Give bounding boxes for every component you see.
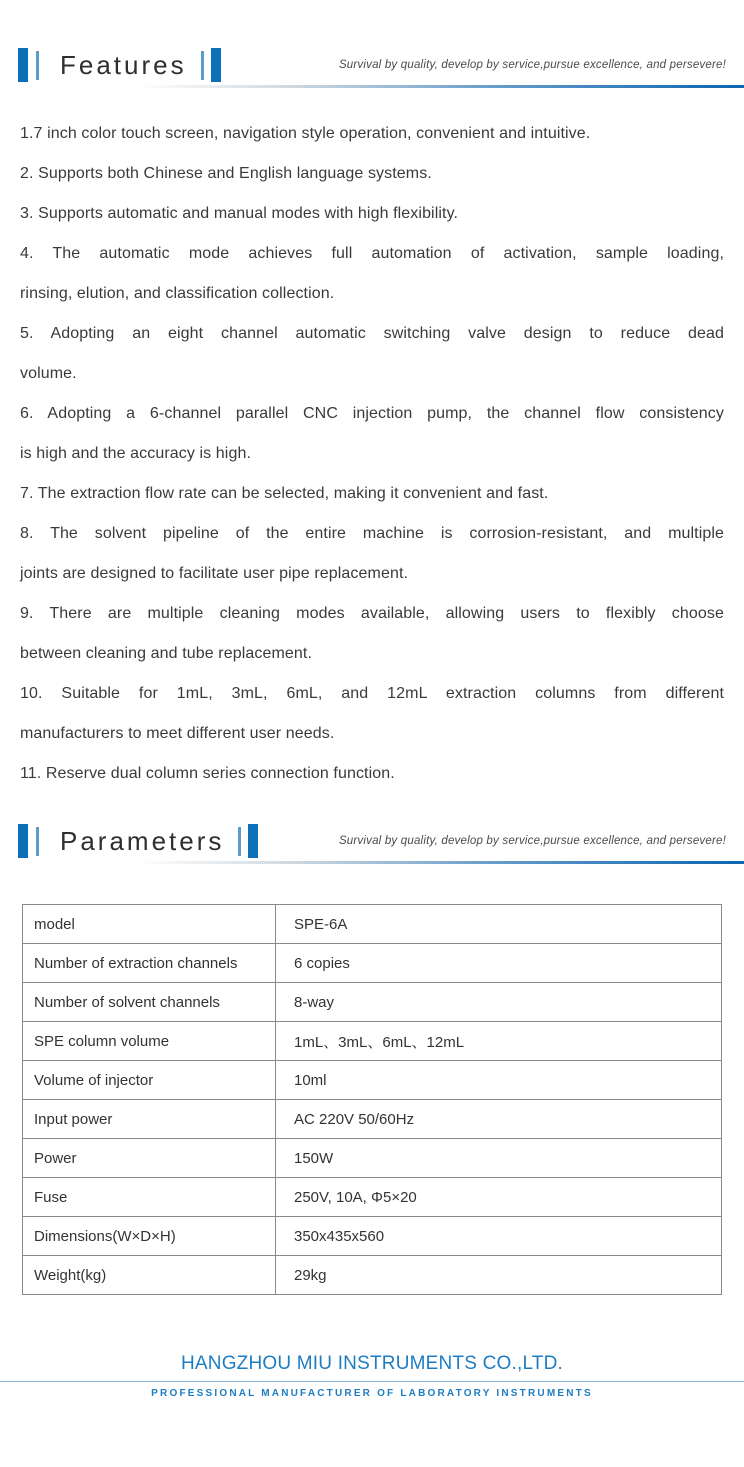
company-subtitle: PROFESSIONAL MANUFACTURER OF LABORATORY INSTRUMENTS xyxy=(151,1388,593,1399)
param-value: 350x435x560 xyxy=(276,1217,722,1256)
feature-line: 9. There are multiple cleaning modes available, allowing users to flexibly choose xyxy=(20,605,724,622)
table-row xyxy=(23,1217,722,1256)
feature-line: 8. The solvent pipeline of the entire machine is corrosion-resistant, and multiple xyxy=(20,525,724,542)
param-label: Volume of injector xyxy=(23,1061,276,1100)
feature-item xyxy=(20,394,724,474)
feature-line: 11. Reserve dual column series connection function. xyxy=(20,765,395,782)
light-blue-bar-icon xyxy=(201,51,204,80)
feature-line: volume. xyxy=(20,365,77,382)
parameters-table xyxy=(22,904,722,1295)
param-value: 6 copies xyxy=(276,944,722,983)
parameters-tagline: Survival by quality, develop by service,pursue excellence, and persevere! xyxy=(338,835,726,847)
company-name: HANGZHOU MIU INSTRUMENTS CO.,LTD. xyxy=(180,1353,564,1374)
feature-line: 2. Supports both Chinese and English language systems. xyxy=(20,165,432,182)
param-label: Number of extraction channels xyxy=(23,944,276,983)
feature-line: between cleaning and tube replacement. xyxy=(20,645,313,662)
blue-bar-icon xyxy=(248,824,258,858)
param-label: SPE column volume xyxy=(23,1022,276,1061)
param-label: Dimensions(W×D×H) xyxy=(23,1217,276,1256)
feature-item xyxy=(20,674,724,754)
feature-item xyxy=(20,474,724,514)
feature-item xyxy=(20,594,724,674)
table-row xyxy=(23,944,722,983)
param-value: 10ml xyxy=(276,1061,722,1100)
feature-item xyxy=(20,114,724,154)
feature-line: is high and the accuracy is high. xyxy=(20,445,251,462)
param-value: 8-way xyxy=(276,983,722,1022)
feature-item xyxy=(20,234,724,314)
feature-line: 10. Suitable for 1mL, 3mL, 6mL, and 12mL extraction columns from different xyxy=(20,685,724,702)
param-value: 150W xyxy=(276,1139,722,1178)
blue-bar-icon xyxy=(18,824,28,858)
param-value: 29kg xyxy=(276,1256,722,1295)
parameters-title: Parameters xyxy=(60,825,225,856)
param-label: Number of solvent channels xyxy=(23,983,276,1022)
param-value: 1mL、3mL、6mL、12mL xyxy=(276,1022,722,1061)
table-row xyxy=(23,905,722,944)
gradient-underline xyxy=(0,861,744,864)
parameters-header xyxy=(0,822,744,860)
feature-line: 1.7 inch color touch screen, navigation style operation, convenient and intuitive. xyxy=(20,125,591,142)
features-section xyxy=(0,46,744,794)
feature-item xyxy=(20,754,724,794)
light-blue-bar-icon xyxy=(36,827,39,856)
param-value: 250V, 10A, Φ5×20 xyxy=(276,1178,722,1217)
table-row xyxy=(23,1256,722,1295)
feature-line: 3. Supports automatic and manual modes with high flexibility. xyxy=(20,205,459,222)
feature-line: 5. Adopting an eight channel automatic switching valve design to reduce dead xyxy=(20,325,724,342)
features-header xyxy=(0,46,744,84)
feature-line: rinsing, elution, and classification collection. xyxy=(20,285,335,302)
feature-line: 7. The extraction flow rate can be selected, making it convenient and fast. xyxy=(20,485,549,502)
table-row xyxy=(23,983,722,1022)
param-label: Power xyxy=(23,1139,276,1178)
footer xyxy=(0,1351,744,1400)
feature-line: 6. Adopting a 6-channel parallel CNC injection pump, the channel flow consistency xyxy=(20,405,724,422)
feature-line: 4. The automatic mode achieves full automation of activation, sample loading, xyxy=(20,245,724,262)
table-row xyxy=(23,1022,722,1061)
feature-item xyxy=(20,194,724,234)
param-value: SPE-6A xyxy=(276,905,722,944)
blue-bar-icon xyxy=(211,48,221,82)
blue-bar-icon xyxy=(18,48,28,82)
table-row xyxy=(23,1139,722,1178)
feature-line: joints are designed to facilitate user pipe replacement. xyxy=(20,565,409,582)
param-label: model xyxy=(23,905,276,944)
table-row xyxy=(23,1061,722,1100)
features-title: Features xyxy=(60,49,187,80)
table-row xyxy=(23,1178,722,1217)
param-label: Weight(kg) xyxy=(23,1256,276,1295)
param-label: Input power xyxy=(23,1100,276,1139)
param-value: AC 220V 50/60Hz xyxy=(276,1100,722,1139)
feature-item xyxy=(20,514,724,594)
light-blue-bar-icon xyxy=(238,827,241,856)
table-row xyxy=(23,1100,722,1139)
parameters-section xyxy=(0,822,744,1295)
feature-item xyxy=(20,314,724,394)
feature-item xyxy=(20,154,724,194)
footer-divider xyxy=(0,1381,744,1382)
features-list xyxy=(20,114,724,794)
param-label: Fuse xyxy=(23,1178,276,1217)
light-blue-bar-icon xyxy=(36,51,39,80)
features-tagline: Survival by quality, develop by service,pursue excellence, and persevere! xyxy=(338,59,726,71)
gradient-underline xyxy=(0,85,744,88)
feature-line: manufacturers to meet different user needs. xyxy=(20,725,335,742)
